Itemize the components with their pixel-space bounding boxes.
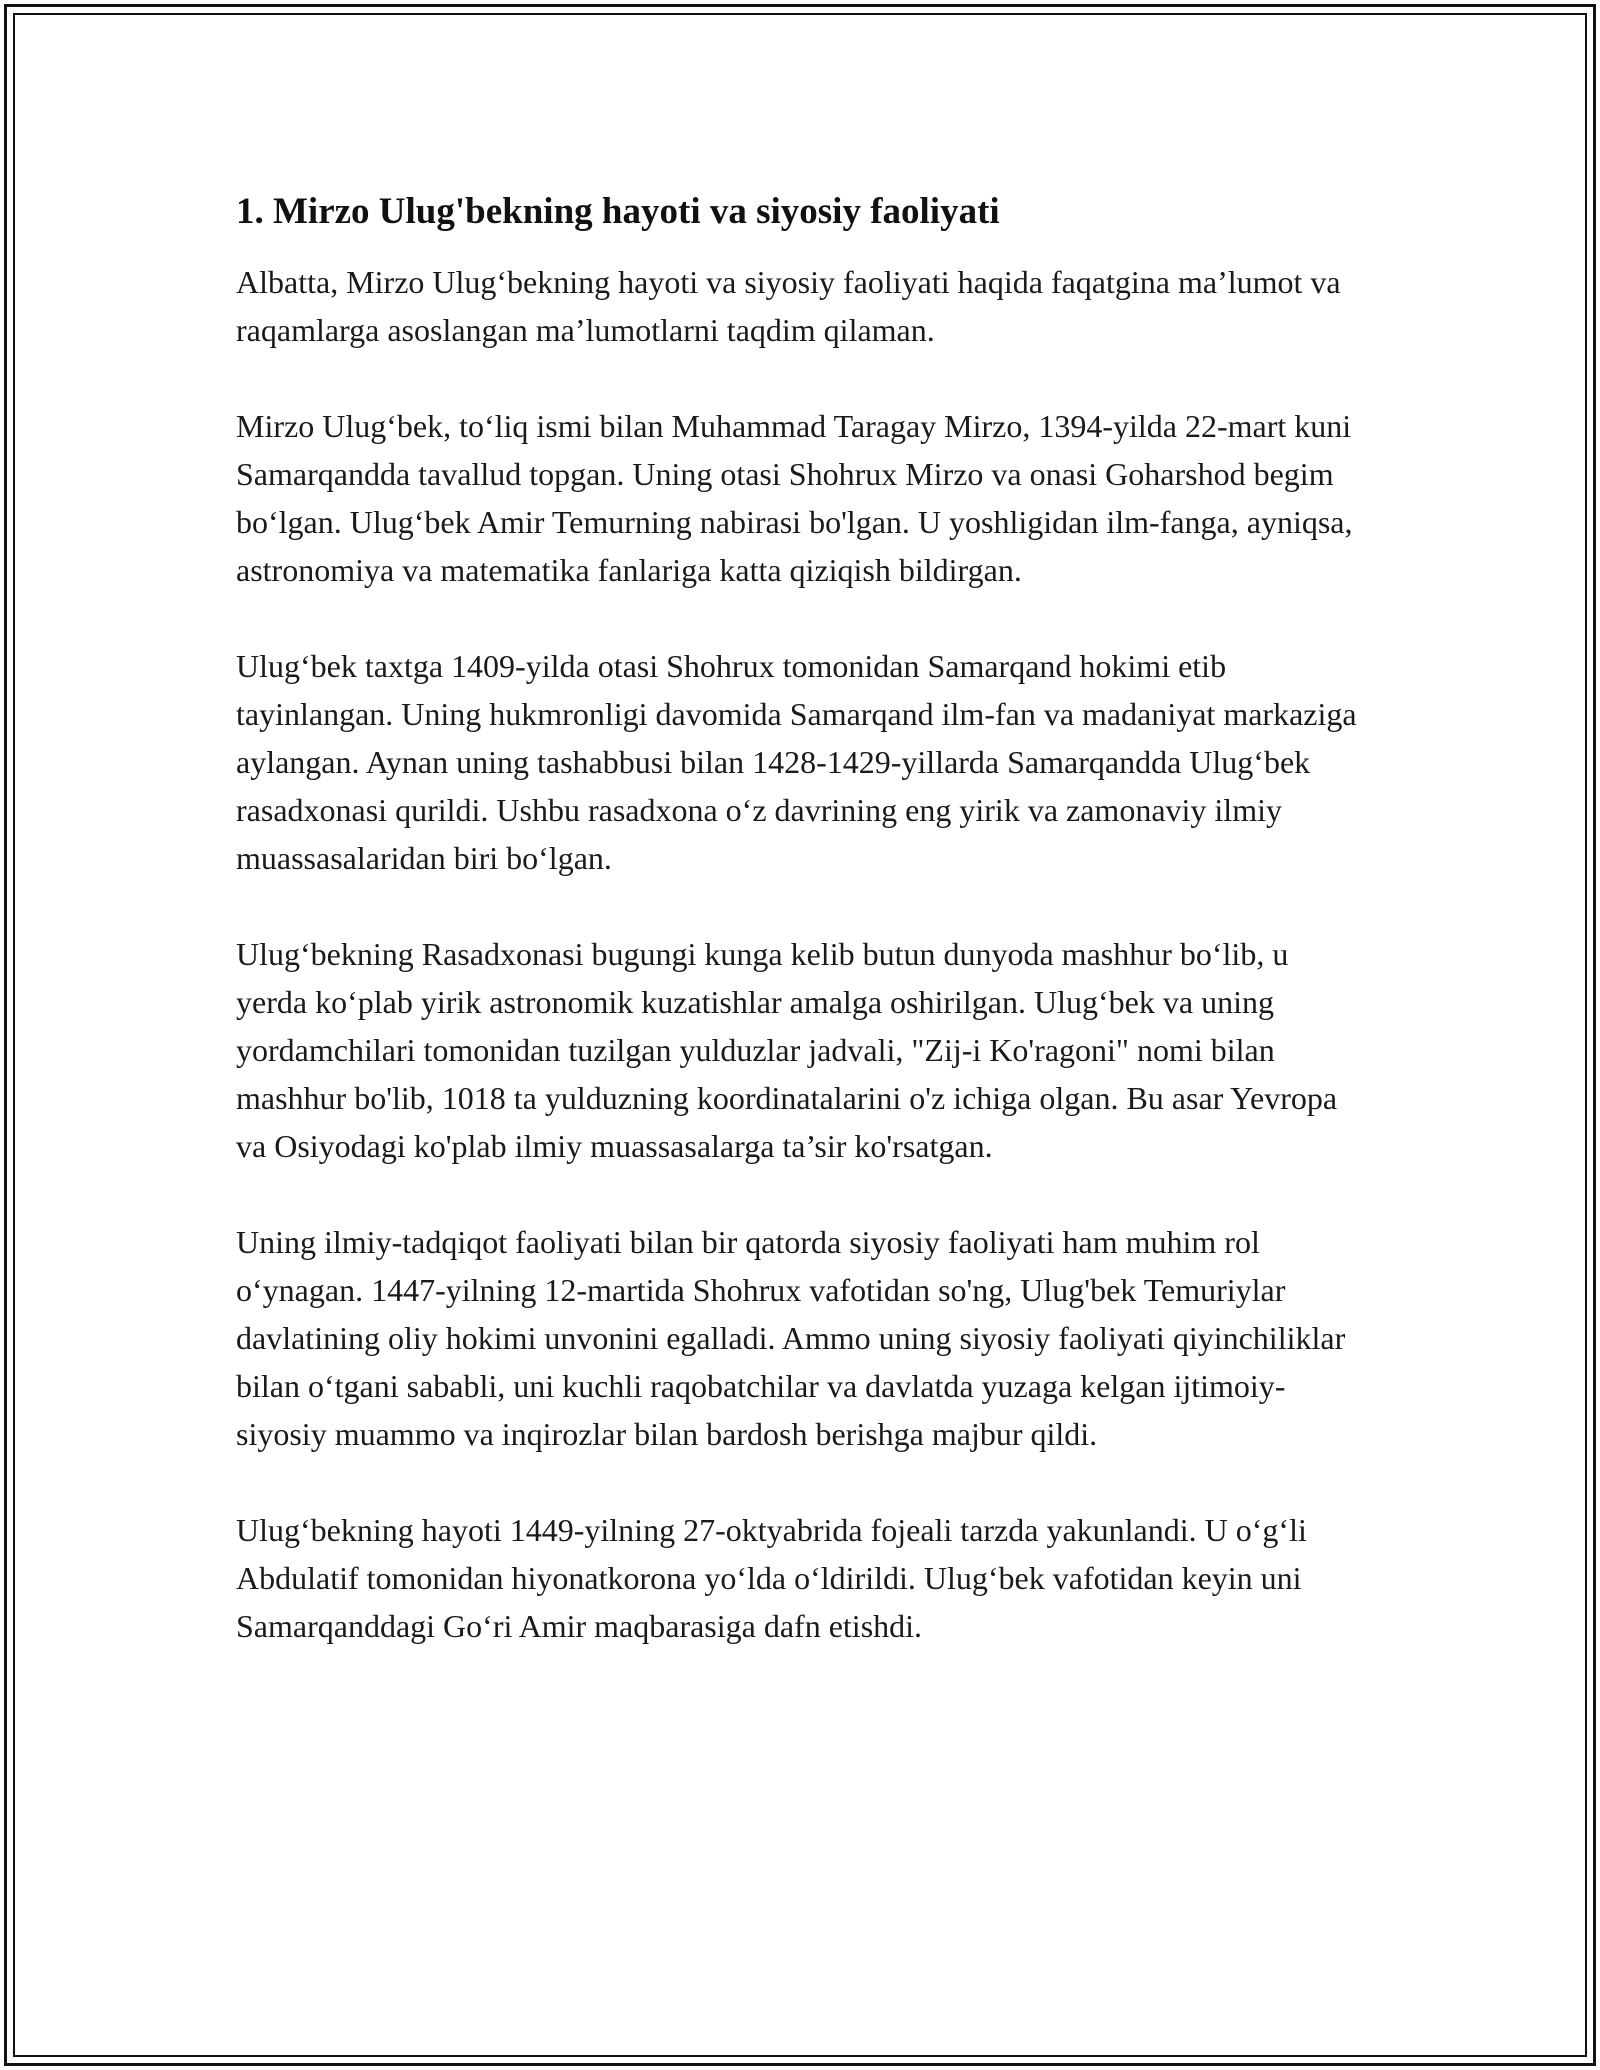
paragraph-politics: Uning ilmiy-tadqiqot faoliyati bilan bir qatorda siyosiy faoliyati ham muhim rol o‘ynagan. 1447-yilning 12-martida Shohrux vafotidan so'ng, Ulug'bek Temuriylar davlatining oliy hokimi unvonini egalladi. Ammo uning siyosiy faoliyati qiyinchiliklar bilan o‘tgani sababli, uni kuchli raqobatchilar va davlatda yuzaga kelgan ijtimoiy-siyosiy muammo va inqirozlar bilan bardosh berishga majbur qildi. <box>236 1224 1346 1452</box>
paragraph-death: Ulug‘bekning hayoti 1449-yilning 27-oktyabrida fojeali tarzda yakunlandi. U o‘g‘li Abdulatif tomonidan hiyonatkorona yo‘lda o‘ldirildi. Ulug‘bek vafotidan keyin uni Samarqanddagi Go‘ri Amir maqbarasiga dafn etishdi. <box>236 1512 1307 1644</box>
paragraph-observatory: Ulug‘bek taxtga 1409-yilda otasi Shohrux tomonidan Samarqand hokimi etib tayinlangan. Uning hukmronligi davomida Samarqand ilm-fan va madaniyat markaziga aylangan. Aynan uning tashabbusi bilan 1428-1429-yillarda Samarqandda Ulug‘bek rasadxonasi qurildi. Ushbu rasadxona o‘z davrining eng yirik va zamonaviy ilmiy muassasalaridan biri bo‘lgan. <box>236 648 1357 876</box>
document-body <box>236 188 1366 1650</box>
document-title: 1. Mirzo Ulug'bekning hayoti va siyosiy faoliyati <box>236 191 1000 232</box>
paragraph-birth: Mirzo Ulug‘bek, to‘liq ismi bilan Muhammad Taragay Mirzo, 1394-yilda 22-mart kuni Samarqandda tavallud topgan. Uning otasi Shohrux Mirzo va onasi Goharshod begim bo‘lgan. Ulug‘bek Amir Temurning nabirasi bo'lgan. U yoshligidan ilm-fanga, ayniqsa, astronomiya va matematika fanlariga katta qiziqish bildirgan. <box>236 408 1353 588</box>
paragraph-intro: Albatta, Mirzo Ulug‘bekning hayoti va siyosiy faoliyati haqida faqatgina ma’lumot va raqamlarga asoslangan ma’lumotlarni taqdim qilaman. <box>236 264 1341 348</box>
paragraph-zij: Ulug‘bekning Rasadxonasi bugungi kunga kelib butun dunyoda mashhur bo‘lib, u yerda ko‘plab yirik astronomik kuzatishlar amalga oshirilgan. Ulug‘bek va uning yordamchilari tomonidan tuzilgan yulduzlar jadvali, "Zij-i Ko'ragoni" nomi bilan mashhur bo'lib, 1018 ta yulduzning koordinatalarini o'z ichiga olgan. Bu asar Yevropa va Osiyodagi ko'plab ilmiy muassasalarga ta’sir ko'rsatgan. <box>236 936 1338 1164</box>
